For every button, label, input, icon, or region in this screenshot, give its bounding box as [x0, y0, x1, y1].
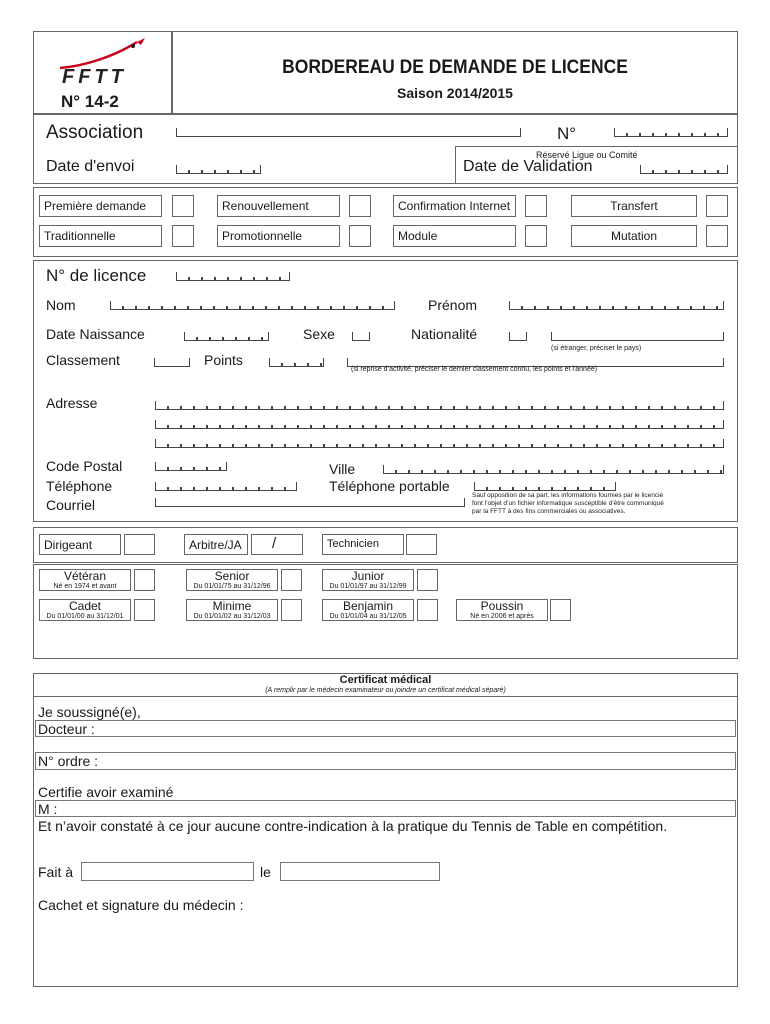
transfert-label: Transfert: [571, 195, 697, 217]
naissance-label: Date Naissance: [46, 326, 145, 342]
cadet-checkbox[interactable]: [134, 599, 155, 621]
association-field[interactable]: [176, 128, 521, 137]
premiere-demande-label: Première demande: [39, 195, 162, 217]
page-title: BORDEREAU DE DEMANDE DE LICENCE: [282, 57, 628, 78]
adresse-line-1[interactable]: [155, 401, 724, 410]
date-envoi-field[interactable]: [176, 165, 261, 174]
telephone-label: Téléphone: [46, 478, 113, 494]
nationalite-field[interactable]: [509, 332, 527, 341]
renouvellement-label: Renouvellement: [217, 195, 340, 217]
docteur-field[interactable]: [35, 720, 736, 737]
traditionnelle-checkbox[interactable]: [172, 225, 194, 247]
portable-field[interactable]: [474, 482, 616, 491]
privacy-note-2: font l’objet d’un fichier informatique susceptible d’être communiqué: [472, 500, 664, 507]
cadet-label: Cadet: [68, 599, 102, 613]
validation-label: Date de Validation: [463, 158, 593, 175]
association-label: Association: [46, 122, 144, 143]
adresse-line-2[interactable]: [155, 420, 724, 429]
category-benjamin: [322, 599, 414, 621]
category-senior: [186, 569, 278, 591]
mutation-checkbox[interactable]: [706, 225, 728, 247]
courriel-field[interactable]: [155, 498, 465, 507]
benjamin-label: Benjamin: [342, 599, 394, 613]
code-postal-field[interactable]: [155, 462, 227, 471]
premiere-demande-checkbox[interactable]: [172, 195, 194, 217]
constat-text: Et n’avoir constaté à ce jour aucune contre-indication à la pratique du Tennis de Table en compétition.: [38, 818, 668, 834]
category-veteran: [39, 569, 131, 591]
nom-label: Nom: [46, 297, 76, 313]
transfert-checkbox[interactable]: [706, 195, 728, 217]
docteur-label: Docteur :: [38, 721, 95, 737]
category-junior: [322, 569, 414, 591]
poussin-label: Poussin: [480, 599, 524, 613]
category-cadet: [39, 599, 131, 621]
telephone-field[interactable]: [155, 482, 297, 491]
prenom-field[interactable]: [509, 301, 724, 310]
privacy-note-3: par la FFTT à des fins commerciales ou associatives.: [472, 508, 626, 515]
veteran-checkbox[interactable]: [134, 569, 155, 591]
minime-label: Minime: [212, 599, 252, 613]
minime-checkbox[interactable]: [281, 599, 302, 621]
validation-date-field[interactable]: [640, 165, 728, 174]
points-field[interactable]: [269, 358, 324, 367]
veteran-label: Vétéran: [63, 569, 107, 583]
ordre-field[interactable]: [35, 752, 736, 770]
soussigne-label: Je soussigné(e),: [38, 704, 141, 720]
module-label: Module: [393, 225, 516, 247]
nom-field[interactable]: [110, 301, 395, 310]
sexe-label: Sexe: [303, 326, 335, 342]
cachet-label: Cachet et signature du médecin :: [38, 897, 244, 913]
technicien-checkbox[interactable]: [406, 534, 437, 555]
junior-range: Du 01/01/97 au 31/12/99: [329, 583, 407, 590]
junior-checkbox[interactable]: [417, 569, 438, 591]
le-label: le: [260, 864, 271, 880]
m-label: M :: [38, 801, 58, 817]
arbitre-field[interactable]: [251, 534, 303, 555]
nationalite-label: Nationalité: [411, 326, 478, 342]
classement-label: Classement: [46, 352, 120, 368]
renouvellement-checkbox[interactable]: [349, 195, 371, 217]
reprise-note: (si reprise d’activité, préciser le dernier classement connu, les points et l'année): [351, 366, 598, 373]
cadet-range: Du 01/01/00 au 31/12/01: [46, 613, 124, 620]
logo-text: FFTT: [62, 66, 127, 88]
poussin-checkbox[interactable]: [550, 599, 571, 621]
points-label: Points: [204, 352, 243, 368]
category-poussin: [456, 599, 548, 621]
licence-label: N° de licence: [46, 266, 147, 285]
association-number-field[interactable]: [614, 128, 728, 137]
dirigeant-label: Dirigeant: [39, 534, 121, 555]
promotionnelle-checkbox[interactable]: [349, 225, 371, 247]
date-envoi-label: Date d'envoi: [46, 158, 135, 175]
season-label: Saison 2014/2015: [397, 85, 513, 101]
senior-range: Du 01/01/75 au 31/12/96: [193, 583, 271, 590]
technicien-label: Technicien: [322, 534, 404, 555]
date-field[interactable]: [280, 862, 440, 881]
adresse-label: Adresse: [46, 395, 98, 411]
mutation-label: Mutation: [571, 225, 697, 247]
poussin-range: Né en 2006 et après: [470, 613, 534, 620]
courriel-label: Courriel: [46, 497, 96, 513]
fait-field[interactable]: [81, 862, 254, 881]
pays-field[interactable]: [551, 332, 724, 341]
adresse-line-3[interactable]: [155, 439, 724, 448]
senior-label: Senior: [214, 569, 250, 583]
code-postal-label: Code Postal: [46, 458, 123, 474]
dirigeant-checkbox[interactable]: [124, 534, 155, 555]
etranger-note: (si étranger, préciser le pays): [551, 345, 642, 352]
senior-checkbox[interactable]: [281, 569, 302, 591]
module-checkbox[interactable]: [525, 225, 547, 247]
confirmation-internet-label: Confirmation Internet: [393, 195, 516, 217]
reserved-label: Réservé Ligue ou Comité: [536, 150, 638, 160]
fait-label: Fait à: [38, 864, 74, 880]
prenom-label: Prénom: [428, 297, 478, 313]
confirmation-internet-checkbox[interactable]: [525, 195, 547, 217]
classement-field[interactable]: [154, 358, 190, 367]
benjamin-checkbox[interactable]: [417, 599, 438, 621]
certifie-label: Certifie avoir examiné: [38, 784, 174, 800]
benjamin-range: Du 01/01/04 au 31/12/05: [329, 613, 407, 620]
privacy-note-1: Sauf opposition de sa part, les informations fournies par le licencié: [472, 492, 664, 499]
portable-label: Téléphone portable: [329, 478, 450, 494]
veteran-range: Né en 1974 et avant: [53, 583, 117, 590]
promotionnelle-label: Promotionnelle: [217, 225, 340, 247]
ordre-label: N° ordre :: [38, 753, 99, 769]
traditionnelle-label: Traditionnelle: [39, 225, 162, 247]
sexe-field[interactable]: [352, 332, 370, 341]
minime-range: Du 01/01/02 au 31/12/03: [193, 613, 271, 620]
certificate-subtitle: (A remplir par le médecin examinateur ou joindre un certificat médical séparé): [265, 687, 506, 694]
category-minime: [186, 599, 278, 621]
arbitre-label: Arbitre/JA: [184, 534, 248, 555]
arbitre-slash: /: [272, 535, 277, 552]
ville-field[interactable]: [383, 465, 724, 474]
certificate-title: Certificat médical: [339, 674, 432, 686]
patient-field[interactable]: [35, 800, 736, 817]
naissance-field[interactable]: [184, 332, 269, 341]
ville-label: Ville: [329, 461, 356, 477]
number-label: N°: [557, 124, 577, 143]
junior-label: Junior: [351, 569, 385, 583]
form-number: N° 14-2: [61, 92, 119, 111]
licence-field[interactable]: [176, 272, 290, 281]
